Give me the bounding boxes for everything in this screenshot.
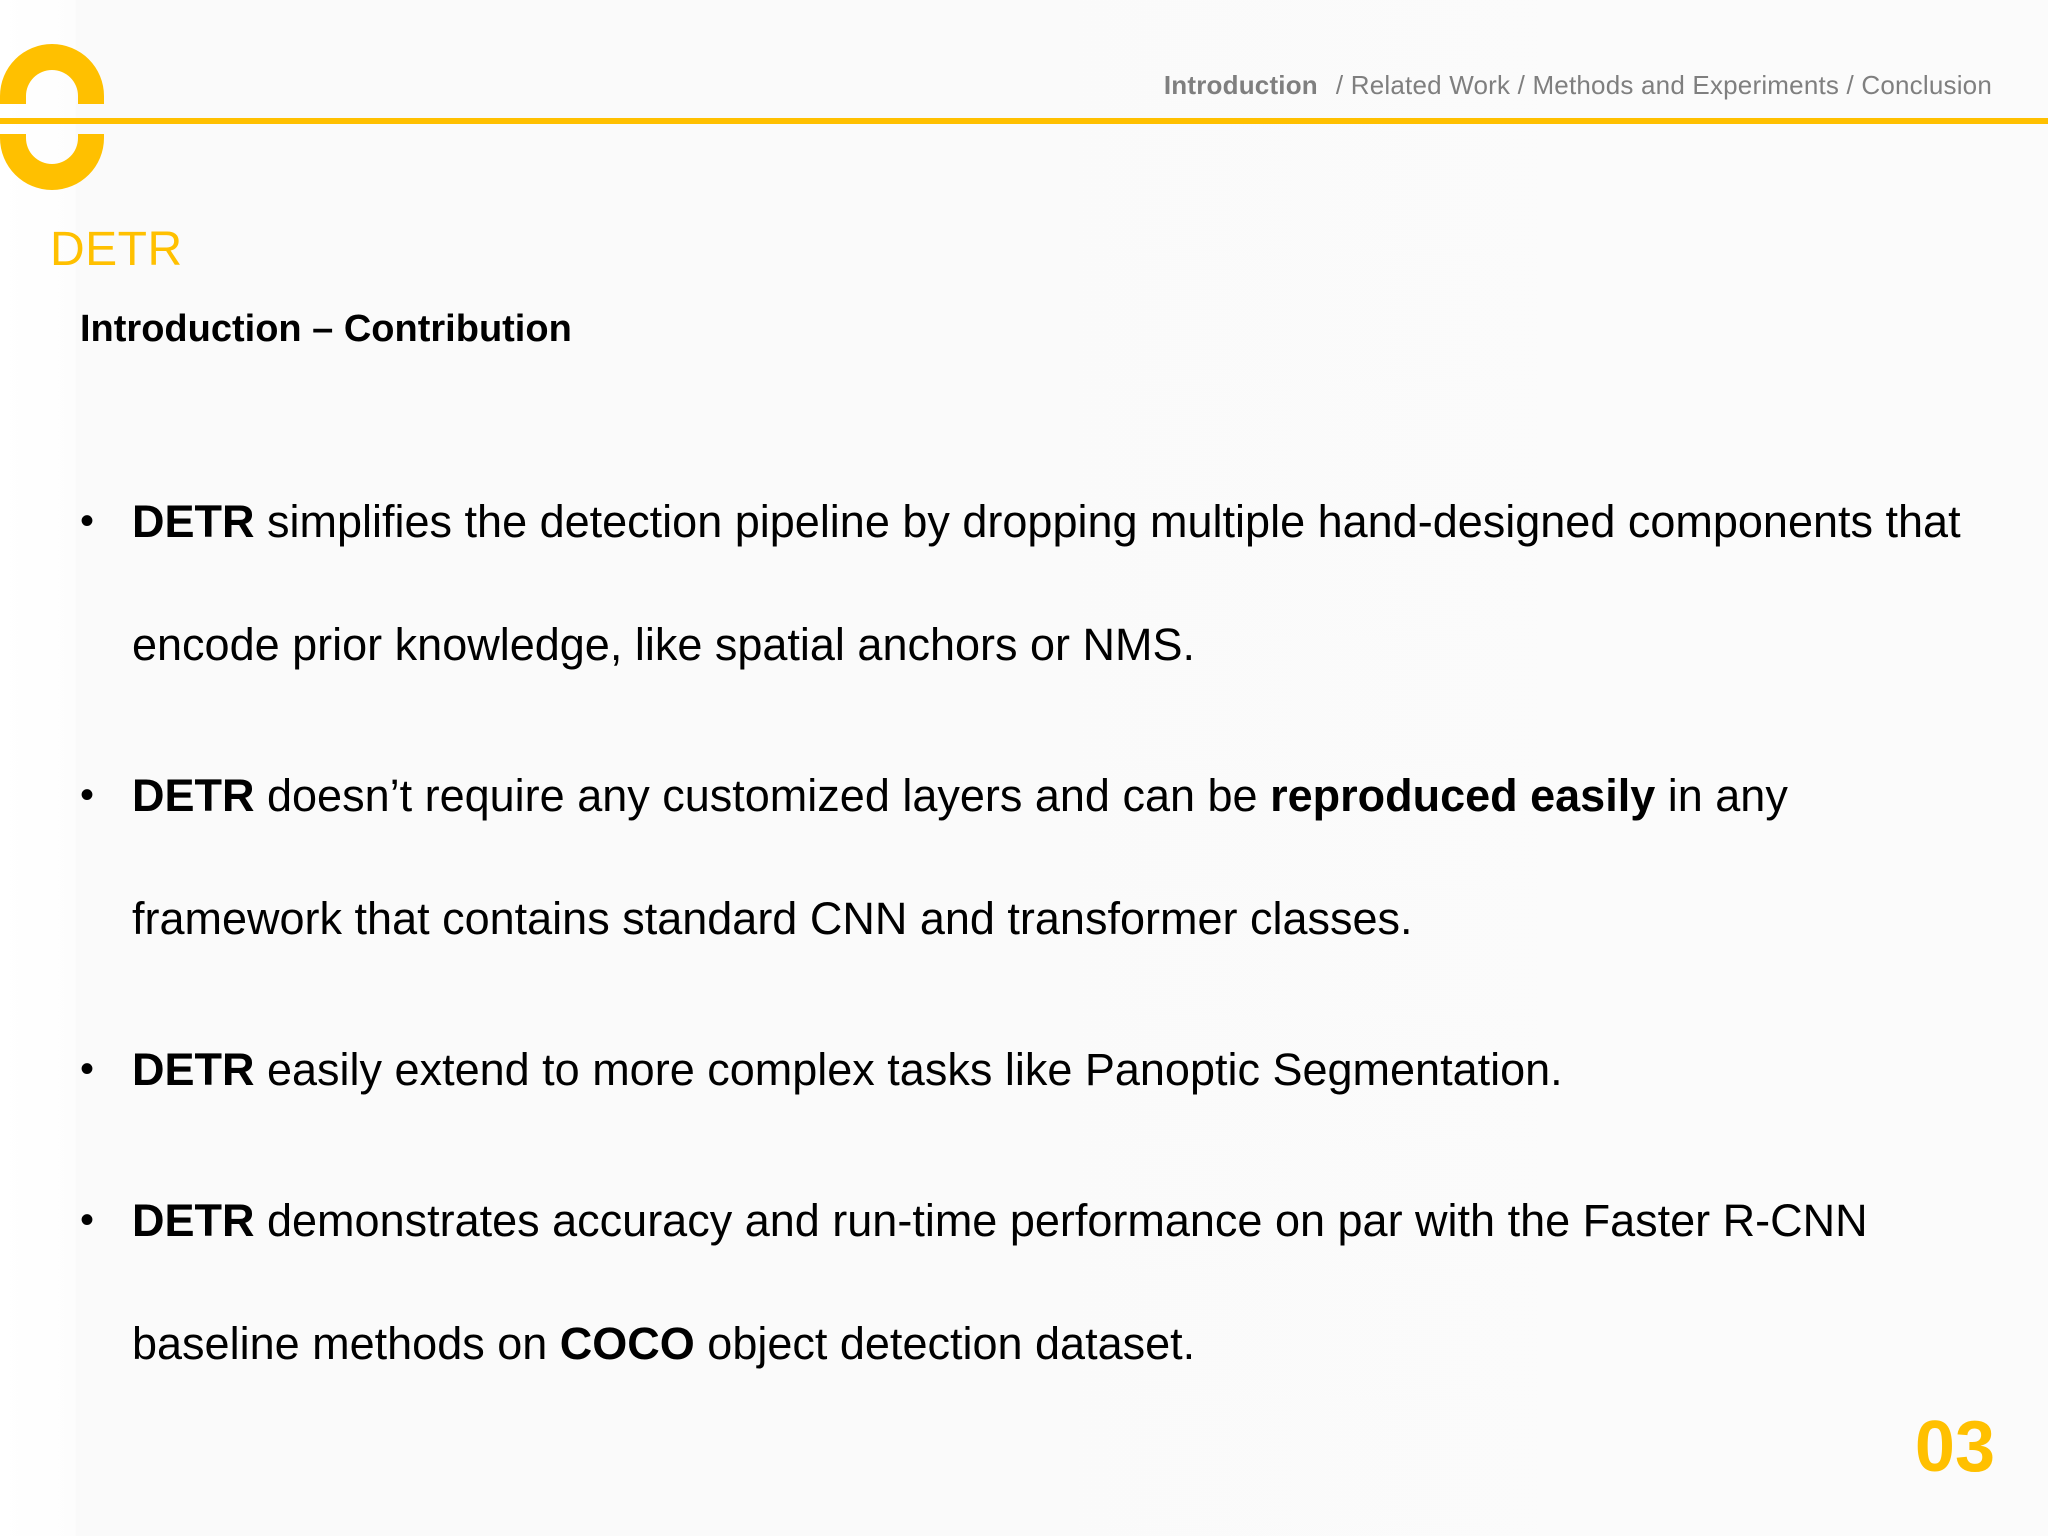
bullet-bold: DETR [132, 1044, 255, 1095]
breadcrumb-current: Introduction [1163, 70, 1318, 100]
bullet-text: simplifies the detection pipeline by dropping multiple hand-designed components that encode prior knowledge, like spatial anchors or NMS. [132, 496, 1961, 670]
bullet-item [80, 734, 1980, 980]
bullet-text: doesn’t require any customized layers and can be [254, 770, 1271, 821]
bullet-item [80, 1008, 1980, 1131]
section-title: Introduction – Contribution [80, 308, 572, 350]
yellow-ring-logo-icon [0, 0, 110, 200]
bullet-text: in any framework that contains standard CNN and transformer classes. [132, 770, 1788, 944]
deck-title: DETR [50, 223, 183, 276]
bullet-item [80, 460, 1980, 706]
bullet-bold-emphasis: COCO [559, 1318, 695, 1369]
bullet-icon: • [80, 1198, 95, 1242]
header-rule [0, 118, 2048, 124]
bullet-bold: DETR [132, 1195, 255, 1246]
bullet-icon: • [80, 773, 95, 817]
bullet-list [80, 460, 1980, 1433]
bullet-bold: DETR [132, 770, 255, 821]
bullet-icon: • [80, 499, 95, 543]
bullet-icon: • [80, 1047, 95, 1091]
bullet-text: demonstrates accuracy and run-time performance on par with the Faster R-CNN baseline methods on [132, 1195, 1868, 1369]
bullet-bold-emphasis: reproduced easily [1270, 770, 1656, 821]
breadcrumb [1164, 70, 1992, 101]
bullet-item [80, 1159, 1980, 1405]
breadcrumb-rest: / Related Work / Methods and Experiments / Conclusion [1335, 70, 1992, 100]
page-number: 03 [1914, 1407, 1995, 1487]
bullet-text: object detection dataset. [694, 1318, 1196, 1369]
bullet-bold: DETR [132, 496, 255, 547]
bullet-text: easily extend to more complex tasks like Panoptic Segmentation. [254, 1044, 1563, 1095]
